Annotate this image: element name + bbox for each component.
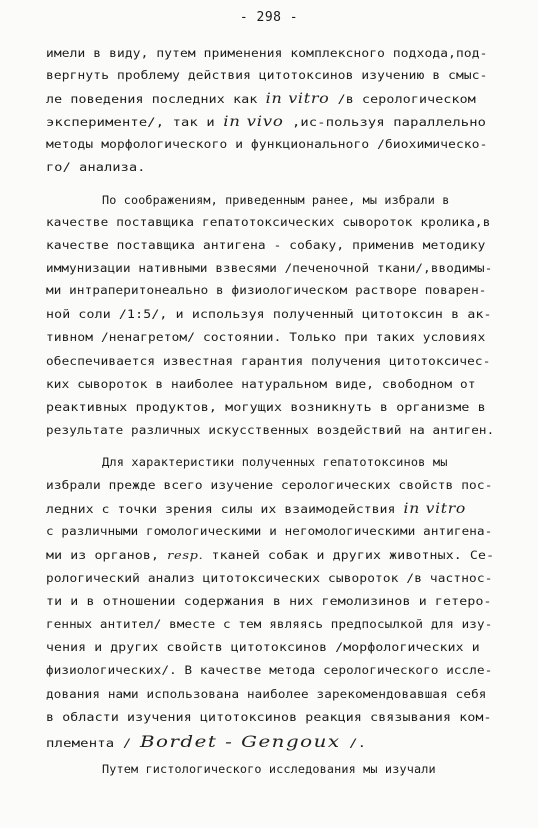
text-line [46,595,492,609]
typed-text: качестве поставщика антигена - собаку, применив методику [46,239,486,252]
text-line [46,308,492,322]
typed-text: Путем гистологического исследования мы изучали [102,763,436,776]
text-line [46,378,476,392]
text-line [46,664,492,678]
page-number: - 298 - [239,10,299,25]
typed-text: результате различных искусственных воздействий на антиген. [46,424,495,437]
text-line [46,549,494,563]
typed-text: ной соли /1:5/, и используя полученный цитотоксин в ак- [46,308,492,321]
typed-text: /. [340,737,367,750]
typed-text: ми из органов, [46,549,168,562]
text-line [46,355,491,369]
text-line [46,92,476,107]
typed-text: с различными гомологическими и негомологическими антигена- [46,525,493,538]
text-line [46,401,486,415]
typed-text: избрали прежде всего изучение серологических свойств пос- [46,479,493,492]
handwritten-insertion: in vitro [265,91,330,107]
text-line [46,618,492,632]
text-line [102,456,448,470]
text-line [46,239,486,253]
typed-text: ких сывороток в наиболее натуральном виде, свободном от [46,378,476,391]
typed-text: физиологических/. В качестве метода серологического иссле- [46,664,493,677]
typed-text: По соображениям, приведенным ранее, мы избрали в [102,194,450,207]
typed-text: тивном /ненагретом/ состоянии. Только при таких условиях [46,331,486,344]
typed-text: обеспечивается известная гарантия получения цитотоксичес- [46,355,491,368]
text-line [46,424,494,438]
text-line [46,284,487,298]
typed-text: иммунизации нативными взвесями /печеночной ткани/,вводимы- [46,262,493,275]
text-line [46,69,488,83]
typed-text: методы морфологического и функционального /биохимическо- [46,138,488,151]
text-line [46,479,493,493]
handwritten-insertion: in vivo [223,114,284,130]
text-line [102,763,436,777]
text-line [46,331,486,345]
typed-text: Для характеристики полученных гепатотоксинов мы [102,456,448,469]
handwritten-insertion: Bordet - Gengoux [139,732,341,751]
text-line [46,262,492,276]
text-line [46,47,488,61]
typed-text: ми интраперитонеально в физиологическом растворе поварен- [46,284,487,297]
typed-text: имели в виду, путем применения комплексного подхода,под- [46,47,488,60]
text-line [46,732,367,751]
typed-text: го/ анализа. [46,161,146,174]
text-line [46,216,491,230]
handwritten-insertion: in vitro [403,501,466,517]
text-line [46,502,466,517]
typed-text: вергнуть проблему действия цитотоксинов изучению в смыс- [46,69,488,82]
handwritten-insertion: resp. [167,549,204,562]
typed-text: эксперименте/, так и [46,116,224,129]
text-line [102,194,449,208]
typed-text: племента / [46,737,140,750]
text-line [46,572,493,586]
typed-text: рологический анализ цитотоксических сывороток /в частнос- [46,572,493,585]
typed-text: генных антител/ вместе с тем являясь предпосылкой для изу- [46,618,493,631]
typed-text: /в серологическом [329,93,476,106]
text-line [46,138,488,152]
typed-text: качестве поставщика гепатотоксических сывороток кролика,в [46,216,491,229]
typed-text: ,ис-пользуя параллельно [283,116,487,129]
typed-text: чения и других свойств цитотоксинов /морфологических и [46,641,480,654]
text-line [46,161,146,175]
typed-text: ти и в отношении содержания в них гемолизинов и гетеро- [46,595,492,608]
typed-text: в области изучения цитотоксинов реакция связывания ком- [46,711,492,724]
typed-text: дования нами использована наиболее зарекомендовавшая себя [46,688,487,701]
typed-text: тканей собак и других животных. Се- [203,549,495,562]
text-line [46,711,492,725]
typed-text: реактивных продуктов, могущих возникнуть в организме в [46,401,486,414]
text-line [46,641,480,655]
typed-text: ле поведения последних как [46,93,266,106]
text-line [46,688,487,702]
text-line [46,115,486,130]
typed-text: ледних с точки зрения силы их взаимодействия [46,503,404,516]
text-line [46,525,492,539]
